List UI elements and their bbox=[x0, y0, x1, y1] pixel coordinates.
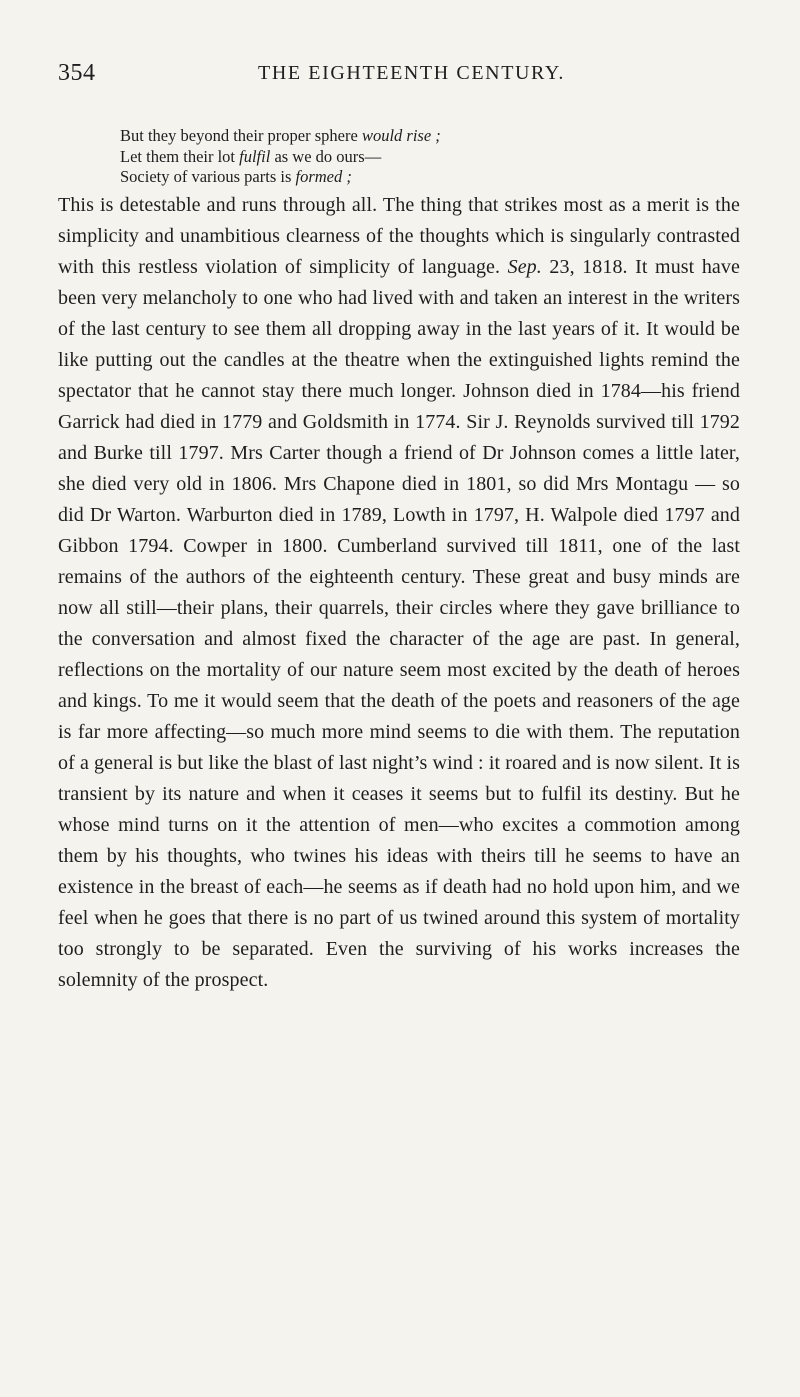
running-title: THE EIGHTEENTH CENTURY. bbox=[258, 62, 565, 84]
verse-line-3 bbox=[120, 167, 740, 188]
verse-quotation bbox=[120, 126, 740, 188]
verse-line-2 bbox=[120, 147, 740, 168]
page-number: 354 bbox=[58, 60, 96, 86]
dateline-month: Sep. bbox=[507, 256, 542, 278]
paragraph-2: 23, 1818. It must have been very melancholy to one who had lived with and taken an interest in the writers of the last century to see them all dropping away in the last years of it. It would be like putting out the candles at the theatre when the extinguished lights remind the spectator that he cannot stay there much longer. Johnson died in 1784—his friend Garrick had died in 1779 and Goldsmith in 1774. Sir J. Reynolds survived till 1792 and Burke till 1797. Mrs Carter though a friend of Dr Johnson comes a little later, she died very old in 1806. Mrs Chapone died in 1801, so did Mrs Montagu — so did Dr Warton. Warburton died in 1789, Lowth in 1797, H. Walpole died 1797 and Gibbon 1794. Cowper in 1800. Cumberland survived till 1811, one of the last remains of the authors of the eighteenth century. These great and busy minds are now all still—their plans, their quarrels, their circles where they gave brilliance to the conversation and almost fixed the character of the age are past. In general, reflections on the mortality of our nature seem most excited by the death of heroes and kings. To me it would seem that the death of the poets and reasoners of the age is far more affecting—so much more mind seems to die with them. The reputation of a general is but like the blast of last night’s wind : it roared and is now silent. It is transient by its nature and when it ceases it seems but to fulfil its destiny. But he whose mind turns on it the attention of men—who excites a commotion among them by his thoughts, who twines his ideas with theirs till he seems to have an existence in the breast of each—he seems as if death had no hold upon him, and we feel when he goes that there is no part of us twined around this system of mortality too strongly to be separated. Even the surviving of his works increases the solemnity of the prospect. bbox=[58, 256, 740, 991]
body-text bbox=[58, 190, 740, 996]
body-paragraph bbox=[58, 190, 740, 996]
verse-line-2-tail: as we do ours— bbox=[270, 146, 382, 166]
verse-line-3-italic: formed ; bbox=[295, 167, 352, 186]
verse-line-1-italic: would rise ; bbox=[361, 126, 441, 145]
paragraph-1: This is detestable and runs through all. The thing that strikes most as a merit is the simplicity and unambitious clearness of the thoughts which is singularly contrasted with this restless violation of simplicity of language. bbox=[58, 194, 740, 278]
verse-line-2-italic: fulfil bbox=[239, 146, 271, 166]
running-head bbox=[58, 60, 738, 90]
verse-line-1-text: But they beyond their proper sphere bbox=[120, 126, 362, 145]
verse-line-2-text: Let them their lot bbox=[120, 146, 240, 166]
verse-line-1 bbox=[120, 126, 740, 147]
verse-line-3-text: Society of various parts is bbox=[120, 167, 296, 186]
